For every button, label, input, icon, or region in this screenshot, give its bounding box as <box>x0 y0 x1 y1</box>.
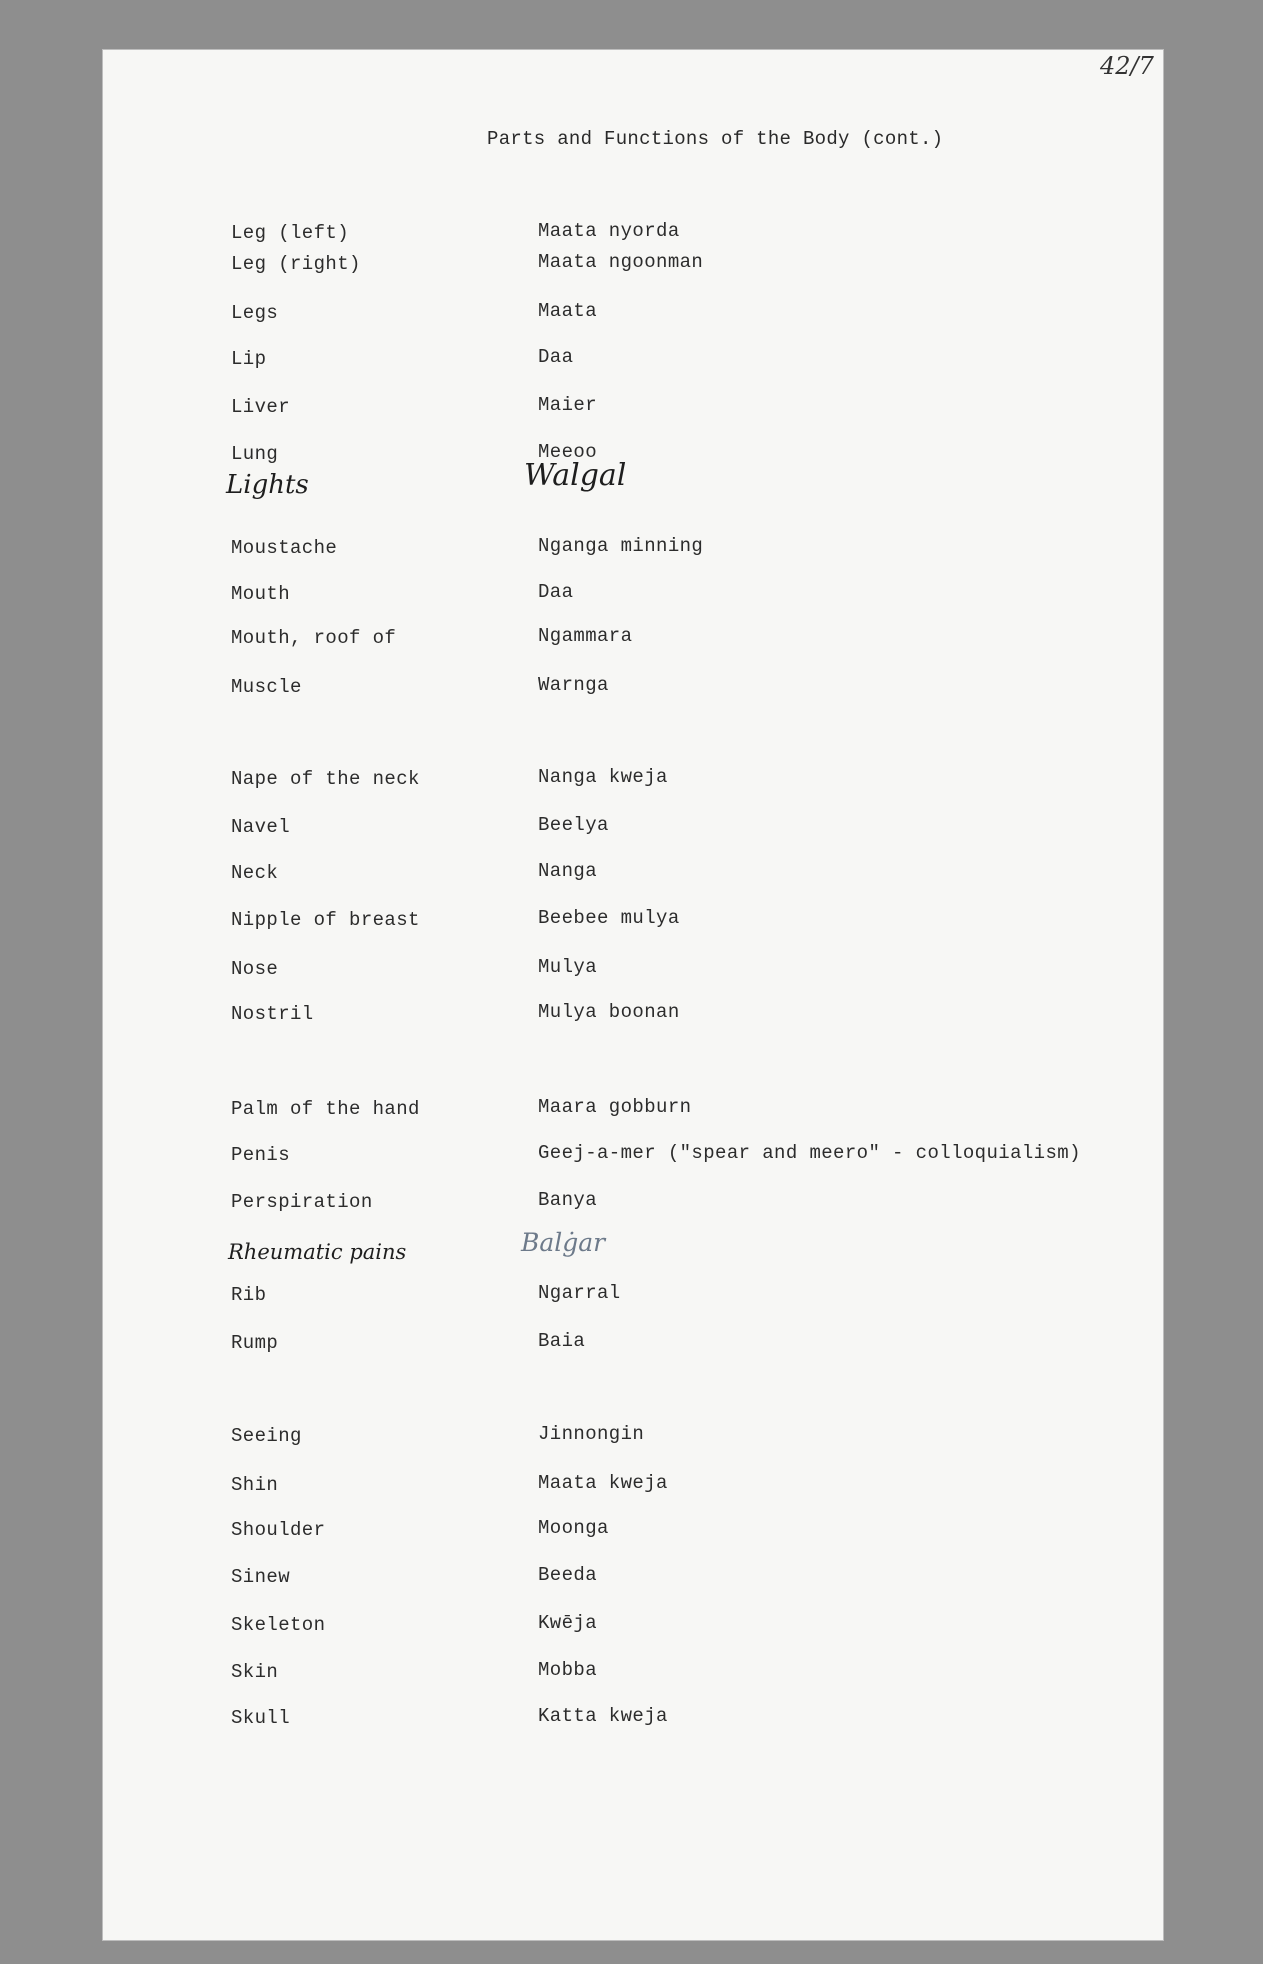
entry-term: Shin <box>231 1474 279 1496</box>
entry-term: Nipple of breast <box>231 909 420 931</box>
entry-term: Moustache <box>231 537 338 559</box>
entry-term: Rump <box>231 1332 279 1354</box>
entry-translation: Kwēja <box>538 1612 598 1634</box>
entry-translation: Warnga <box>538 674 609 696</box>
entry-term: Leg (right) <box>231 253 361 275</box>
entry-term: Nostril <box>231 1003 314 1025</box>
entry-translation: Beebee mulya <box>538 907 680 929</box>
entry-term: Navel <box>231 816 291 838</box>
entry-term: Liver <box>231 396 291 418</box>
entry-translation: Maier <box>538 394 598 416</box>
entry-translation: Daa <box>538 346 574 368</box>
handwritten-translation: Walgal <box>524 458 627 493</box>
entry-term: Neck <box>231 862 279 884</box>
entry-translation: Mobba <box>538 1659 598 1681</box>
entry-term: Skin <box>231 1661 279 1683</box>
entry-translation: Maata nyorda <box>538 220 680 242</box>
entry-translation: Moonga <box>538 1517 609 1539</box>
entry-term: Seeing <box>231 1425 302 1447</box>
entry-translation: Ngammara <box>538 625 633 647</box>
entry-translation: Jinnongin <box>538 1423 645 1445</box>
entry-term: Lung <box>231 443 279 465</box>
entry-translation: Geej-a-mer ("spear and meero" - colloquialism) <box>538 1142 1081 1164</box>
entry-translation: Meeoo <box>538 441 598 463</box>
handwritten-term: Lights <box>226 470 309 500</box>
entry-term: Palm of the hand <box>231 1098 420 1120</box>
entry-translation: Nanga <box>538 860 598 882</box>
entry-translation: Maata ngoonman <box>538 251 704 273</box>
entry-term: Muscle <box>231 676 302 698</box>
entry-translation: Baia <box>538 1330 586 1352</box>
entry-translation: Maara gobburn <box>538 1096 692 1118</box>
handwritten-translation: Balġar <box>521 1228 606 1257</box>
entry-term: Leg (left) <box>231 222 350 244</box>
entry-term: Mouth, roof of <box>231 627 397 649</box>
handwritten-term: Rheumatic pains <box>228 1240 407 1264</box>
entry-translation: Maata kweja <box>538 1472 668 1494</box>
entry-translation: Katta kweja <box>538 1705 668 1727</box>
entry-translation: Banya <box>538 1189 598 1211</box>
entry-term: Perspiration <box>231 1191 373 1213</box>
entry-translation: Beeda <box>538 1564 598 1586</box>
entry-term: Nape of the neck <box>231 768 420 790</box>
entry-translation: Beelya <box>538 814 609 836</box>
entry-term: Shoulder <box>231 1519 326 1541</box>
entry-term: Rib <box>231 1284 267 1306</box>
entry-term: Skeleton <box>231 1614 326 1636</box>
entry-translation: Nanga kweja <box>538 766 668 788</box>
page-number: 42/7 <box>1100 52 1154 80</box>
entry-translation: Daa <box>538 581 574 603</box>
entry-translation: Nganga minning <box>538 535 704 557</box>
entry-term: Penis <box>231 1144 291 1166</box>
entry-term: Mouth <box>231 583 291 605</box>
entry-term: Legs <box>231 302 279 324</box>
page-title: Parts and Functions of the Body (cont.) <box>487 128 944 150</box>
document-page <box>103 50 1163 1940</box>
entry-translation: Ngarral <box>538 1282 621 1304</box>
entry-term: Sinew <box>231 1566 291 1588</box>
entry-term: Skull <box>231 1707 291 1729</box>
entry-translation: Mulya <box>538 956 598 978</box>
entry-translation: Mulya boonan <box>538 1001 680 1023</box>
entry-translation: Maata <box>538 300 598 322</box>
entry-term: Lip <box>231 348 267 370</box>
entry-term: Nose <box>231 958 279 980</box>
